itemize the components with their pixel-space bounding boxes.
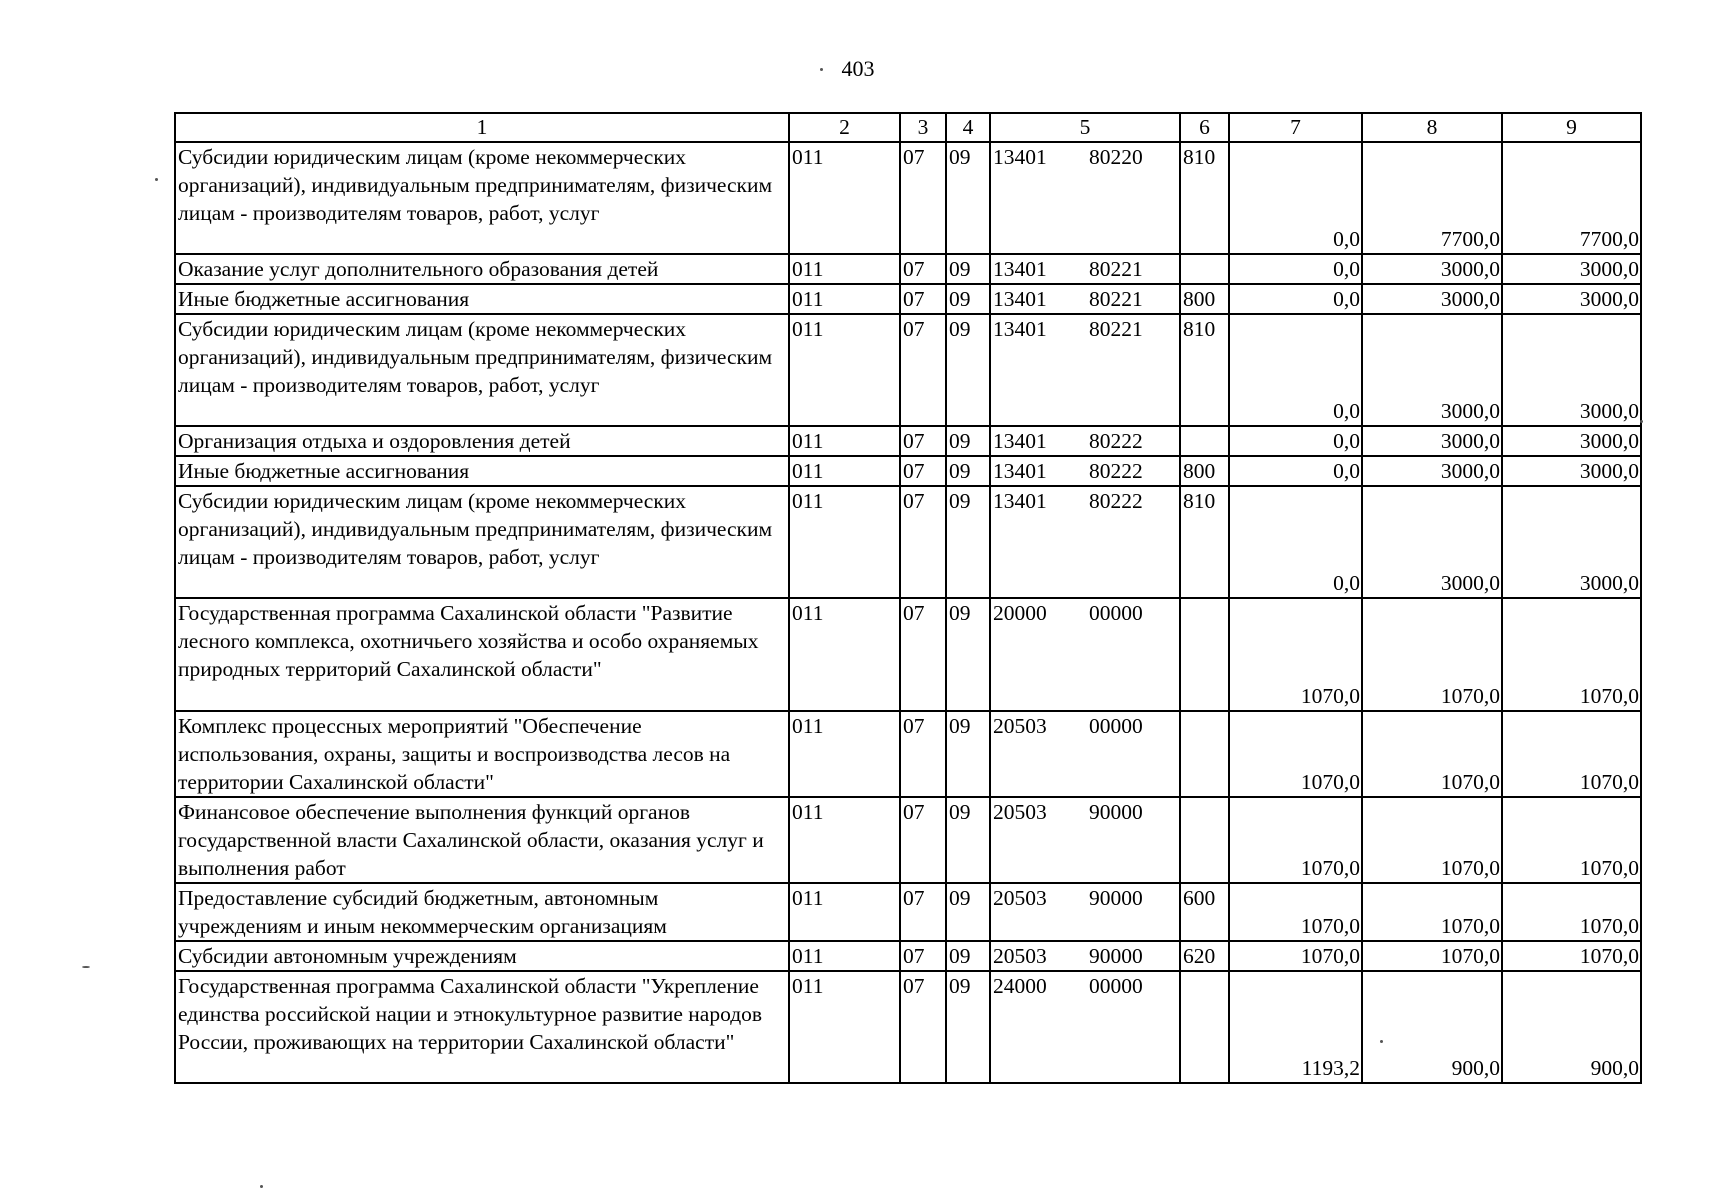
code-ministry: 011	[789, 254, 900, 284]
code-ministry: 011	[789, 797, 900, 883]
code-ministry: 011	[789, 598, 900, 711]
amount-col7: 0,0	[1229, 456, 1362, 486]
code-ministry: 011	[789, 941, 900, 971]
code-section: 07	[900, 314, 946, 426]
amount-col7: 1070,0	[1229, 941, 1362, 971]
table-row	[175, 598, 1641, 711]
header-cell: 1	[175, 113, 789, 142]
table-row	[175, 314, 1641, 426]
code-target	[990, 426, 1180, 456]
code-target-program: 24000	[993, 974, 1047, 998]
amount-col9: 3000,0	[1502, 456, 1641, 486]
scan-speck	[1380, 1040, 1383, 1043]
header-cell: 3	[900, 113, 946, 142]
code-section: 07	[900, 883, 946, 941]
code-expense-type: 600	[1180, 883, 1229, 941]
row-name: Организация отдыха и оздоровления детей	[175, 426, 789, 456]
amount-col7: 1070,0	[1229, 883, 1362, 941]
header-row	[175, 113, 1641, 142]
scan-speck	[155, 178, 158, 181]
code-target	[990, 711, 1180, 797]
code-section: 07	[900, 598, 946, 711]
code-target-direction: 80222	[1089, 489, 1143, 513]
code-target-direction: 80222	[1089, 459, 1143, 483]
code-section: 07	[900, 426, 946, 456]
amount-col9: 900,0	[1502, 971, 1641, 1083]
amount-col7: 1193,2	[1229, 971, 1362, 1083]
amount-col7: 0,0	[1229, 254, 1362, 284]
code-target-direction: 80221	[1089, 287, 1143, 311]
code-subsection: 09	[946, 314, 990, 426]
code-target-program: 20503	[993, 944, 1047, 968]
amount-col8: 1070,0	[1362, 598, 1502, 711]
amount-col9: 1070,0	[1502, 797, 1641, 883]
table-row	[175, 284, 1641, 314]
row-name: Государственная программа Сахалинской области "Развитие лесного комплекса, охотничьего хозяйства и особо охраняемых природных территорий Сахалинской области"	[175, 598, 789, 711]
code-target-direction: 80221	[1089, 257, 1143, 281]
table-row	[175, 971, 1641, 1083]
amount-col7: 0,0	[1229, 426, 1362, 456]
code-target-program: 20503	[993, 714, 1047, 738]
code-ministry: 011	[789, 142, 900, 254]
amount-col8: 3000,0	[1362, 314, 1502, 426]
code-target-direction: 80221	[1089, 317, 1143, 341]
code-subsection: 09	[946, 598, 990, 711]
amount-col9: 3000,0	[1502, 486, 1641, 598]
row-name: Субсидии юридическим лицам (кроме некоммерческих организаций), индивидуальным предпринимателям, физическим лицам - производителям товаров, работ, услуг	[175, 486, 789, 598]
code-expense-type: 800	[1180, 456, 1229, 486]
code-target-direction: 00000	[1089, 601, 1143, 625]
header-cell: 7	[1229, 113, 1362, 142]
code-subsection: 09	[946, 883, 990, 941]
code-expense-type: 800	[1180, 284, 1229, 314]
amount-col8: 7700,0	[1362, 142, 1502, 254]
header-cell: 8	[1362, 113, 1502, 142]
code-expense-type	[1180, 426, 1229, 456]
code-subsection: 09	[946, 284, 990, 314]
code-section: 07	[900, 971, 946, 1083]
page-number: 403	[841, 56, 875, 81]
code-section: 07	[900, 486, 946, 598]
header-cell: 6	[1180, 113, 1229, 142]
code-target-direction: 80220	[1089, 145, 1143, 169]
table-row	[175, 254, 1641, 284]
table-row	[175, 142, 1641, 254]
scan-speck	[820, 68, 823, 71]
code-subsection: 09	[946, 971, 990, 1083]
code-expense-type: 810	[1180, 486, 1229, 598]
row-name: Субсидии автономным учреждениям	[175, 941, 789, 971]
table-row	[175, 711, 1641, 797]
row-name: Субсидии юридическим лицам (кроме некоммерческих организаций), индивидуальным предпринимателям, физическим лицам - производителям товаров, работ, услуг	[175, 142, 789, 254]
row-name: Финансовое обеспечение выполнения функций органов государственной власти Сахалинской области, оказания услуг и выполнения работ	[175, 797, 789, 883]
amount-col9: 1070,0	[1502, 711, 1641, 797]
code-target-direction: 80222	[1089, 429, 1143, 453]
code-target-program: 13401	[993, 317, 1047, 341]
header-cell: 4	[946, 113, 990, 142]
scan-speck	[1640, 420, 1643, 423]
table-row	[175, 883, 1641, 941]
header-cell: 2	[789, 113, 900, 142]
table-row	[175, 941, 1641, 971]
code-target	[990, 284, 1180, 314]
amount-col9: 3000,0	[1502, 426, 1641, 456]
amount-col8: 3000,0	[1362, 456, 1502, 486]
code-section: 07	[900, 284, 946, 314]
row-name: Иные бюджетные ассигнования	[175, 284, 789, 314]
code-target	[990, 797, 1180, 883]
header-cell: 5	[990, 113, 1180, 142]
code-target-direction: 90000	[1089, 800, 1143, 824]
code-expense-type	[1180, 598, 1229, 711]
code-target-program: 13401	[993, 459, 1047, 483]
amount-col7: 1070,0	[1229, 598, 1362, 711]
code-target-program: 20000	[993, 601, 1047, 625]
row-name: Предоставление субсидий бюджетным, автономным учреждениям и иным некоммерческим организациям	[175, 883, 789, 941]
code-subsection: 09	[946, 426, 990, 456]
amount-col8: 3000,0	[1362, 486, 1502, 598]
amount-col7: 1070,0	[1229, 797, 1362, 883]
amount-col8: 3000,0	[1362, 284, 1502, 314]
code-target	[990, 883, 1180, 941]
row-name: Государственная программа Сахалинской области "Укрепление единства российской нации и этнокультурное развитие народов России, проживающих на территории Сахалинской области"	[175, 971, 789, 1083]
code-subsection: 09	[946, 254, 990, 284]
scan-speck	[260, 1185, 263, 1188]
code-target-program: 13401	[993, 489, 1047, 513]
code-target-program: 20503	[993, 886, 1047, 910]
code-section: 07	[900, 711, 946, 797]
code-target-direction: 00000	[1089, 974, 1143, 998]
amount-col9: 3000,0	[1502, 254, 1641, 284]
amount-col7: 0,0	[1229, 314, 1362, 426]
code-ministry: 011	[789, 883, 900, 941]
code-target-program: 13401	[993, 287, 1047, 311]
row-name: Комплекс процессных мероприятий "Обеспечение использования, охраны, защиты и воспроизводства лесов на территории Сахалинской области"	[175, 711, 789, 797]
header-cell: 9	[1502, 113, 1641, 142]
code-subsection: 09	[946, 456, 990, 486]
amount-col8: 900,0	[1362, 971, 1502, 1083]
code-expense-type: 810	[1180, 142, 1229, 254]
code-target	[990, 142, 1180, 254]
amount-col8: 1070,0	[1362, 941, 1502, 971]
code-target	[990, 598, 1180, 711]
code-subsection: 09	[946, 711, 990, 797]
code-ministry: 011	[789, 314, 900, 426]
code-target-program: 13401	[993, 145, 1047, 169]
code-target-program: 20503	[993, 800, 1047, 824]
code-ministry: 011	[789, 426, 900, 456]
amount-col8: 1070,0	[1362, 797, 1502, 883]
code-ministry: 011	[789, 456, 900, 486]
row-name: Субсидии юридическим лицам (кроме некоммерческих организаций), индивидуальным предпринимателям, физическим лицам - производителям товаров, работ, услуг	[175, 314, 789, 426]
amount-col7: 0,0	[1229, 284, 1362, 314]
code-ministry: 011	[789, 284, 900, 314]
scan-speck	[82, 966, 90, 968]
code-section: 07	[900, 254, 946, 284]
row-name: Оказание услуг дополнительного образования детей	[175, 254, 789, 284]
code-section: 07	[900, 797, 946, 883]
code-subsection: 09	[946, 941, 990, 971]
code-subsection: 09	[946, 797, 990, 883]
table-row	[175, 426, 1641, 456]
budget-table	[174, 112, 1642, 1084]
table-row	[175, 797, 1641, 883]
code-target-direction: 90000	[1089, 944, 1143, 968]
code-ministry: 011	[789, 486, 900, 598]
code-section: 07	[900, 456, 946, 486]
amount-col9: 3000,0	[1502, 284, 1641, 314]
amount-col8: 3000,0	[1362, 426, 1502, 456]
code-subsection: 09	[946, 142, 990, 254]
code-target	[990, 314, 1180, 426]
amount-col9: 1070,0	[1502, 941, 1641, 971]
amount-col9: 1070,0	[1502, 883, 1641, 941]
code-target-program: 13401	[993, 429, 1047, 453]
code-target	[990, 486, 1180, 598]
code-target	[990, 254, 1180, 284]
code-target	[990, 941, 1180, 971]
amount-col9: 1070,0	[1502, 598, 1641, 711]
amount-col8: 1070,0	[1362, 711, 1502, 797]
code-ministry: 011	[789, 971, 900, 1083]
amount-col8: 3000,0	[1362, 254, 1502, 284]
amount-col7: 0,0	[1229, 142, 1362, 254]
code-expense-type: 810	[1180, 314, 1229, 426]
code-section: 07	[900, 941, 946, 971]
table-row	[175, 456, 1641, 486]
amount-col8: 1070,0	[1362, 883, 1502, 941]
code-subsection: 09	[946, 486, 990, 598]
code-target-program: 13401	[993, 257, 1047, 281]
amount-col7: 1070,0	[1229, 711, 1362, 797]
code-target	[990, 971, 1180, 1083]
code-expense-type: 620	[1180, 941, 1229, 971]
amount-col9: 7700,0	[1502, 142, 1641, 254]
row-name: Иные бюджетные ассигнования	[175, 456, 789, 486]
code-expense-type	[1180, 797, 1229, 883]
amount-col7: 0,0	[1229, 486, 1362, 598]
code-expense-type	[1180, 254, 1229, 284]
code-expense-type	[1180, 711, 1229, 797]
code-ministry: 011	[789, 711, 900, 797]
code-target	[990, 456, 1180, 486]
table-row	[175, 486, 1641, 598]
code-target-direction: 90000	[1089, 886, 1143, 910]
amount-col9: 3000,0	[1502, 314, 1641, 426]
code-target-direction: 00000	[1089, 714, 1143, 738]
code-expense-type	[1180, 971, 1229, 1083]
code-section: 07	[900, 142, 946, 254]
